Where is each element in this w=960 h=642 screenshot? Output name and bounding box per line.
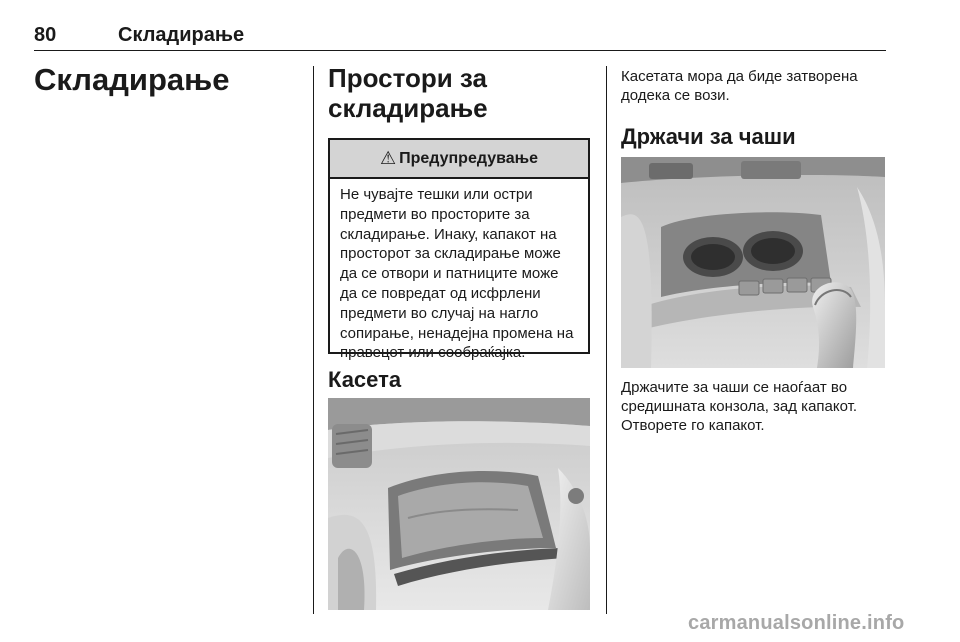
page-number: 80: [34, 24, 57, 46]
glovebox-heading: Касета: [328, 367, 402, 392]
warning-title: Предупредување: [399, 149, 539, 167]
warning-box: [328, 138, 590, 362]
glovebox-note: Касетата мора да биде затворена додека се вози.: [621, 68, 858, 104]
column-divider-1: [313, 66, 314, 614]
header-rule: [34, 50, 886, 51]
chapter-title: Складирање: [34, 62, 230, 97]
section-heading: Простори за складирање: [328, 63, 488, 123]
glovebox-illustration: [328, 398, 590, 610]
cupholders-text: Држачите за чаши се наоѓаат во средишната конзола, зад капакот. Отворете го капакот.: [621, 379, 857, 434]
warning-triangle-icon: ⚠: [379, 148, 397, 168]
column-divider-2: [606, 66, 607, 614]
running-header: Складирање: [118, 24, 245, 46]
warning-text: Не чувајте тешки или остри предмети во просторите за складирање. Инаку, капакот на просторот за складирање може да се отвори и патниците може да се повредат од исфрлени предмети во случај на нагло сопирање, ненадејна промена на правецот или сообраќајка.: [340, 186, 574, 362]
cupholder-illustration: [621, 157, 885, 368]
cupholders-heading: Држачи за чаши: [621, 124, 796, 149]
warning-header: [330, 140, 588, 179]
watermark: carmanualsonline.info: [688, 612, 905, 634]
